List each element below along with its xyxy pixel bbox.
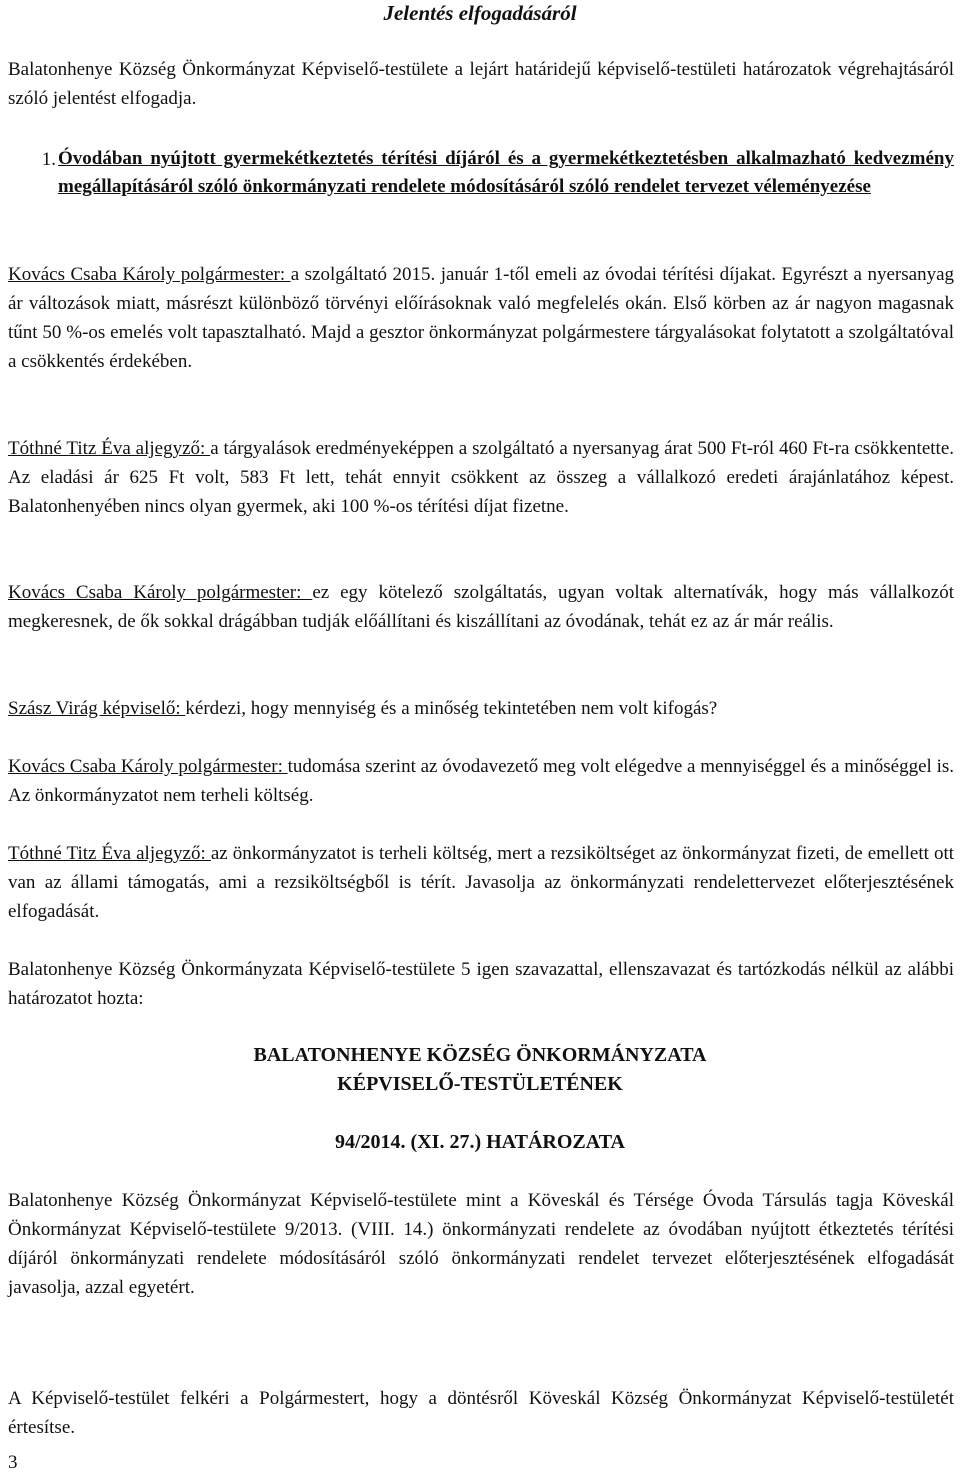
statement-paragraph bbox=[8, 434, 954, 521]
statement-text: kérdezi, hogy mennyiség és a minőség tekintetében nem volt kifogás? bbox=[185, 698, 718, 719]
speaker-name: Kovács Csaba Károly polgármester: bbox=[8, 582, 313, 603]
speaker-name: Tóthné Titz Éva aljegyző: bbox=[8, 438, 211, 459]
statement-text: a tárgyalások eredményeképpen a szolgáltató a nyersanyag árat 500 Ft-ról 460 Ft-ra csökkentette. Az eladási ár 625 Ft volt, 583 Ft lett, tehát ennyit csökkent az összeg a vállalkozó eredeti árajánlatához képest. Balatonhenyében nincs olyan gyermek, aki 100 %-os térítési díjat fizetne. bbox=[8, 438, 955, 517]
statement-paragraph bbox=[8, 260, 954, 376]
document-title: Jelentés elfogadásáról bbox=[383, 1, 577, 25]
agenda-item-title: Óvodában nyújtott gyermekétkeztetés térítési díjáról és a gyermekétkeztetésben alkalmazható kedvezmény megállapításáról szóló önkormányzati rendelete módosításáról szóló rendelet tervezet véleményezése bbox=[58, 148, 954, 197]
statement-paragraph bbox=[8, 694, 954, 723]
request-paragraph: A Képviselő-testület felkéri a Polgármestert, hogy a döntésről Köveskál Község Önkormányzat Képviselő-testületét értesítse. bbox=[8, 1388, 954, 1438]
statement-paragraph bbox=[8, 578, 954, 636]
agenda-item-number: 1. bbox=[41, 149, 56, 170]
resolution-heading: KÉPVISELŐ-TESTÜLETÉNEK bbox=[337, 1073, 623, 1095]
statement-paragraph bbox=[8, 839, 954, 926]
page-number: 3 bbox=[8, 1452, 18, 1473]
statement-text: tudomása szerint az óvodavezető meg volt elégedve a mennyiséggel és a minőséggel is. Az önkormányzatot nem terheli költség. bbox=[8, 756, 955, 806]
statement-paragraph bbox=[8, 752, 954, 810]
statement-text: az önkormányzatot is terheli költség, mert a rezsiköltséget az önkormányzat fizeti, de emellett ott van az állami támogatás, ami a rezsiköltségből is térít. Javasolja az önkormányzati rendelettervezet előterjesztésének elfogadását. bbox=[8, 843, 954, 922]
resolution-heading: BALATONHENYE KÖZSÉG ÖNKORMÁNYZATA bbox=[253, 1044, 707, 1066]
vote-paragraph: Balatonhenye Község Önkormányzata Képviselő-testülete 5 igen szavazattal, ellenszavazat és tartózkodás nélkül az alábbi határozatot hozta: bbox=[8, 959, 954, 1009]
intro-paragraph: Balatonhenye Község Önkormányzat Képviselő-testülete a lejárt határidejű képviselő-testületi határozatok végrehajtásáról szóló jelentést elfogadja. bbox=[8, 59, 954, 109]
statement-text: a szolgáltató 2015. január 1-től emeli az óvodai térítési díjakat. Egyrészt a nyersanyag ár változások miatt, másrészt különböző törvényi előírásoknak való megfelelés okán. Első körben az ár nagyon magasnak tűnt 50 %-os emelés volt tapasztalható. Majd a gesztor önkormányzat polgármestere tárgyalásokat folytatott a szolgáltatóval a csökkentés érdekében. bbox=[8, 264, 955, 372]
speaker-name: Tóthné Titz Éva aljegyző: bbox=[8, 843, 211, 864]
statement-text: ez egy kötelező szolgáltatás, ugyan voltak alternatívák, hogy más vállalkozót megkeresnek, de ők sokkal drágábban tudják előállítani és kiszállítani az óvodának, tehát ez az ár már reális. bbox=[8, 582, 954, 632]
resolution-text: Balatonhenye Község Önkormányzat Képviselő-testülete mint a Köveskál és Térsége Óvoda Társulás tagja Köveskál Önkormányzat Képviselő-testülete 9/2013. (VIII. 14.) önkormányzati rendelete az óvodában nyújtott étkeztetés térítési díjáról önkormányzati rendelete módosításáról szóló önkormányzati rendelet tervezet előterjesztésének elfogadását javasolja, azzal egyetért. bbox=[8, 1190, 954, 1298]
speaker-name: Kovács Csaba Károly polgármester: bbox=[8, 756, 288, 777]
resolution-number: 94/2014. (XI. 27.) HATÁROZATA bbox=[335, 1131, 625, 1153]
speaker-name: Kovács Csaba Károly polgármester: bbox=[8, 264, 291, 285]
speaker-name: Szász Virág képviselő: bbox=[8, 698, 186, 719]
